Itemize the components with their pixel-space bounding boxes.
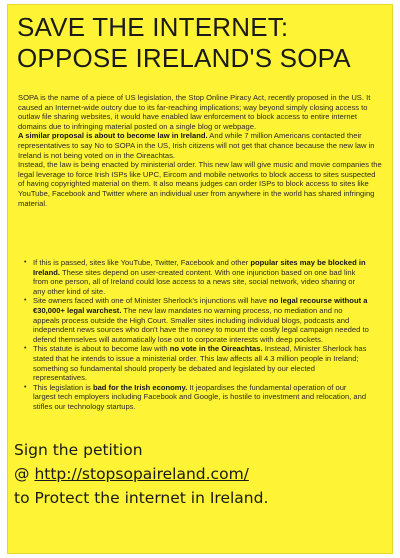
petition-line-3: to Protect the internet in Ireland. bbox=[14, 489, 269, 507]
bullet-text-a: This legislation is bbox=[33, 382, 93, 392]
bullet-text-a: If this is passed, sites like YouTube, Twitter, Facebook and other bbox=[33, 258, 251, 267]
intro-paragraph-2-rest: And while 7 million Americans contacted their representatives to say No to SOPA in the US, Irish citizens will not get that chance because the new law in Ireland is not being voted on in the Oireachtas. bbox=[18, 131, 375, 160]
intro-text bbox=[18, 93, 382, 208]
bullet-text-bold: bad for the Irish economy. bbox=[92, 382, 188, 392]
headline-line-2: OPPOSE IRELAND'S SOPA bbox=[17, 43, 351, 73]
petition-link[interactable]: http://stopsopaireland.com/ bbox=[34, 465, 249, 483]
petition-at: @ bbox=[14, 465, 35, 483]
petition-line-2 bbox=[14, 462, 374, 486]
bullet-dot-icon: • bbox=[24, 345, 27, 353]
bullet-text-a: Site owners faced with one of Minister Sherlock's injunctions will have bbox=[33, 296, 270, 306]
bullet-dot-icon: • bbox=[24, 383, 27, 391]
bullet-text-c: These sites depend on user-created content. With one injunction based on one bad link from one person, all of Ireland could lose access to a news site, social network, video sharing or any other kind of site. bbox=[33, 267, 356, 296]
bullet-text-bold: no legal recourse without a €30,000+ legal warchest. bbox=[33, 296, 368, 315]
petition-callout bbox=[14, 438, 374, 510]
bullet-text-bold: popular sites may be blocked in Ireland. bbox=[33, 258, 366, 277]
intro-paragraph-1: SOPA is the name of a piece of US legislation, the Stop Online Piracy Act, recently proposed in the US. It caused an Internet-wide outcry due to its far-reaching implications; way beyond simply closing access to outlaw file sharing websites, it would have enabled law enforcement to block access to entire internet domains due to infringing material posted on a single blog or webpage. bbox=[18, 93, 371, 131]
bullet-text-c: Instead, Minister Sherlock has stated that he intends to issue a ministerial order. This law affects all 4.3 million people in Ireland; something so fundamental should properly be debated and legislated by our elected representatives. bbox=[33, 344, 367, 383]
bullet-text-c: The new law mandates no warning process, no mediation and no appeals process outside the High Court. Smaller sites including individual blogs, podcasts and independent news sources who don't have the money to mount the costly legal campaign needed to defend themselves will automatically lose out to corporate interests with deep pockets. bbox=[33, 305, 369, 344]
bullet-dot-icon: • bbox=[24, 259, 27, 266]
bullet-item bbox=[24, 296, 369, 344]
bullet-text-bold: no vote in the Oireachtas. bbox=[169, 344, 263, 354]
intro-paragraph-2 bbox=[18, 131, 382, 160]
bullet-text-c: It jeopardises the fundamental operation of our largest tech employers including Facebook and Google, is hostile to investment and relocation, and stifles our technology startups. bbox=[33, 382, 367, 411]
intro-paragraph-3: Instead, the law is being enacted by ministerial order. This new law will give music and movie companies the legal leverage to force Irish ISPs like UPC, Eircom and mobile networks to block access to sites suspected of having copyrighted material on them. It also means judges can order ISPs to block access to sites like YouTube, Facebook and Twitter where an individual user from anywhere in the world has shared infringing material. bbox=[18, 160, 382, 208]
bullet-item bbox=[24, 258, 369, 296]
bullet-dot-icon: • bbox=[24, 297, 27, 305]
bullet-item bbox=[24, 344, 369, 383]
bullet-list bbox=[24, 258, 369, 412]
intro-paragraph-2-bold: A similar proposal is about to become law in Ireland. bbox=[18, 131, 208, 141]
petition-line-1: Sign the petition bbox=[14, 441, 143, 459]
bullet-text-a: This statute is about to become law with bbox=[33, 344, 170, 354]
bullet-item bbox=[24, 382, 369, 412]
headline-line-1: SAVE THE INTERNET: bbox=[17, 12, 289, 42]
